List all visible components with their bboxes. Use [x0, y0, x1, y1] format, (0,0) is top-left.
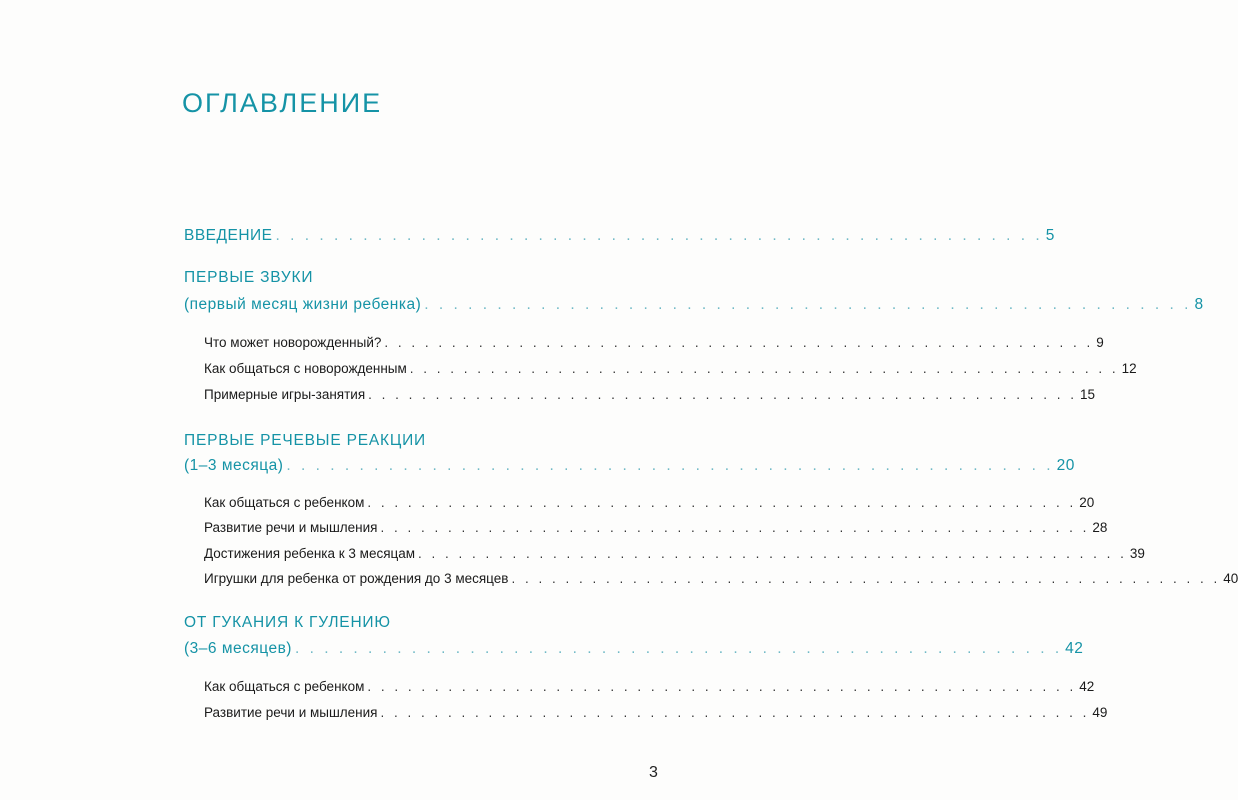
dot-leader: . . . . . . . . . . . . . . . . . . . . . . . . . . . . . . . . . . . . . . . . . . . . . . . . . . . . .	[384, 335, 1094, 350]
dot-leader: . . . . . . . . . . . . . . . . . . . . . . . . . . . . . . . . . . . . . . . . . . . . . . . . . . . . .	[380, 520, 1090, 535]
toc-entry-section-3[interactable]	[184, 640, 1084, 658]
toc-entry-label: Развитие речи и мышления	[204, 520, 378, 535]
toc-entry-intro[interactable]	[184, 227, 1055, 245]
toc-subentry[interactable]	[204, 571, 1238, 586]
toc-entry-label: (1–3 месяца)	[184, 457, 284, 474]
toc-entry-label: Как общаться с новорожденным	[204, 361, 407, 376]
toc-page-number: 15	[1079, 387, 1095, 402]
toc-entry-label: Игрушки для ребенка от рождения до 3 месяцев	[204, 571, 509, 586]
toc-page-number: 5	[1045, 227, 1055, 244]
toc-entry-label: Как общаться с ребенком	[204, 679, 365, 694]
dot-leader: . . . . . . . . . . . . . . . . . . . . . . . . . . . . . . . . . . . . . . . . . . . . . . . . . . . . .	[367, 679, 1077, 694]
toc-subentry[interactable]	[204, 679, 1095, 694]
toc-subentry[interactable]	[204, 705, 1108, 720]
dot-leader: . . . . . . . . . . . . . . . . . . . . . . . . . . . . . . . . . . . . . . . . . . . . . . . . . . . . .	[286, 457, 1054, 474]
toc-page-number: 39	[1129, 546, 1145, 561]
toc-entry-label: (3–6 месяцев)	[184, 640, 292, 657]
dot-leader: . . . . . . . . . . . . . . . . . . . . . . . . . . . . . . . . . . . . . . . . . . . . . . . . . . . . .	[380, 705, 1090, 720]
toc-entry-section-1[interactable]	[184, 296, 1204, 314]
section-heading-3: ОТ ГУКАНИЯ К ГУЛЕНИЮ	[184, 614, 391, 631]
dot-leader: . . . . . . . . . . . . . . . . . . . . . . . . . . . . . . . . . . . . . . . . . . . . . . . . . . . . .	[367, 495, 1077, 510]
toc-entry-label: ВВЕДЕНИЕ	[184, 227, 273, 244]
dot-leader: . . . . . . . . . . . . . . . . . . . . . . . . . . . . . . . . . . . . . . . . . . . . . . . . . . . . .	[418, 546, 1127, 561]
section-heading-1: ПЕРВЫЕ ЗВУКИ	[184, 269, 314, 286]
toc-page-number: 42	[1065, 640, 1084, 657]
toc-page-number: 49	[1092, 705, 1108, 720]
toc-page-number: 8	[1194, 296, 1204, 313]
toc-page-number: 12	[1121, 361, 1137, 376]
dot-leader: . . . . . . . . . . . . . . . . . . . . . . . . . . . . . . . . . . . . . . . . . . . . . . . . . . . . .	[424, 296, 1192, 313]
toc-page-number: 42	[1079, 679, 1095, 694]
toc-entry-label: Развитие речи и мышления	[204, 705, 378, 720]
toc-entry-section-2[interactable]	[184, 457, 1075, 475]
toc-entry-label: Достижения ребенка к 3 месяцам	[204, 546, 416, 561]
toc-page-number: 20	[1079, 495, 1095, 510]
dot-leader: . . . . . . . . . . . . . . . . . . . . . . . . . . . . . . . . . . . . . . . . . . . . . . . . . . . . .	[511, 571, 1221, 586]
toc-subentry[interactable]	[204, 546, 1145, 561]
toc-entry-label: (первый месяц жизни ребенка)	[184, 296, 422, 313]
section-heading-2: ПЕРВЫЕ РЕЧЕВЫЕ РЕАКЦИИ	[184, 432, 426, 449]
toc-subentry[interactable]	[204, 387, 1095, 402]
page-title: ОГЛАВЛЕНИЕ	[182, 88, 383, 118]
toc-subentry[interactable]	[204, 520, 1108, 535]
toc-page-number: 28	[1092, 520, 1108, 535]
toc-subentry[interactable]	[204, 335, 1104, 350]
dot-leader: . . . . . . . . . . . . . . . . . . . . . . . . . . . . . . . . . . . . . . . . . . . . . . . . . . . . .	[368, 387, 1077, 402]
toc-page-number: 9	[1096, 335, 1104, 350]
toc-entry-label: Как общаться с ребенком	[204, 495, 365, 510]
toc-subentry[interactable]	[204, 495, 1095, 510]
toc-page-number: 40	[1223, 571, 1238, 586]
dot-leader: . . . . . . . . . . . . . . . . . . . . . . . . . . . . . . . . . . . . . . . . . . . . . . . . . . . . .	[275, 227, 1043, 244]
dot-leader: . . . . . . . . . . . . . . . . . . . . . . . . . . . . . . . . . . . . . . . . . . . . . . . . . . . . .	[294, 640, 1063, 657]
toc-page-number: 20	[1056, 457, 1075, 474]
toc-entry-label: Примерные игры-занятия	[204, 387, 366, 402]
toc-subentry[interactable]	[204, 361, 1137, 376]
toc-entry-label: Что может новорожденный?	[204, 335, 382, 350]
dot-leader: . . . . . . . . . . . . . . . . . . . . . . . . . . . . . . . . . . . . . . . . . . . . . . . . . . . . .	[409, 361, 1119, 376]
page-number: 3	[649, 764, 658, 781]
